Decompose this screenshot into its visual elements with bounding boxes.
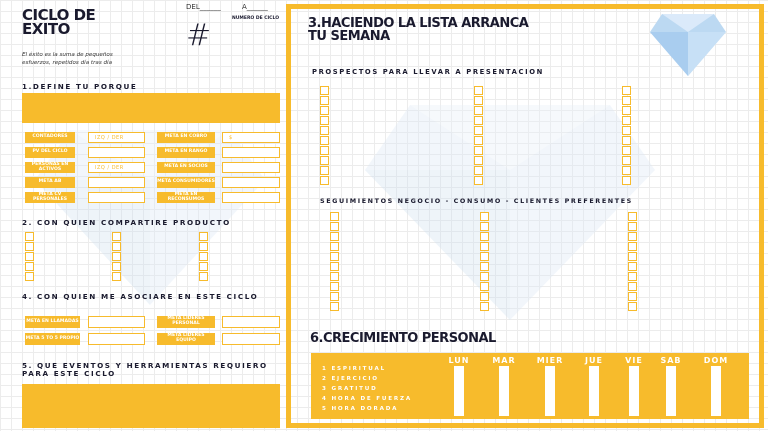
product-share-checkbox[interactable]: [112, 232, 121, 241]
habit-checkbox[interactable]: [454, 406, 464, 416]
prospects-label: PROSPECTOS PARA LLEVAR A PRESENTACION: [312, 68, 544, 76]
day-header: MIER: [536, 356, 564, 365]
habit-checkbox[interactable]: [499, 396, 509, 406]
product-share-checkbox[interactable]: [112, 262, 121, 271]
metric-input-meta-ab[interactable]: [88, 177, 145, 188]
followup-checkbox[interactable]: [330, 222, 339, 231]
prospect-checkbox[interactable]: [474, 116, 483, 125]
day-header: JUE: [585, 356, 603, 365]
followup-checkbox[interactable]: [330, 262, 339, 271]
habit-checkbox[interactable]: [666, 396, 676, 406]
followup-checkbox[interactable]: [330, 212, 339, 221]
habit-checkbox[interactable]: [666, 386, 676, 396]
product-share-checkbox[interactable]: [199, 272, 208, 281]
metric-label-meta-ab: META AB: [25, 177, 75, 188]
metric-label-contadores: CONTADORES: [25, 132, 75, 143]
habit-label: 3 GRATITUD: [322, 386, 378, 392]
followup-checkbox[interactable]: [628, 302, 637, 311]
habit-checkbox[interactable]: [666, 376, 676, 386]
title-line-1: CICLO DE: [22, 6, 96, 24]
metric-input-pv-ciclo[interactable]: [88, 147, 145, 158]
section4-title: 4. CON QUIEN ME ASOCIARE EN ESTE CICLO: [22, 292, 259, 301]
diamond-icon: [648, 10, 728, 80]
habit-checkbox[interactable]: [711, 406, 721, 416]
habit-checkbox[interactable]: [454, 376, 464, 386]
cycle-number-label: NUMERO DE CICLO: [232, 16, 280, 21]
followup-checkbox[interactable]: [628, 222, 637, 231]
prospect-checkbox[interactable]: [474, 126, 483, 135]
section2-title: 2. CON QUIEN COMPARTIRE PRODUCTO: [22, 218, 231, 227]
product-share-checkbox[interactable]: [112, 252, 121, 261]
prospect-checkbox[interactable]: [320, 146, 329, 155]
prospect-checkbox[interactable]: [622, 176, 631, 185]
followup-checkbox[interactable]: [330, 302, 339, 311]
habit-checkbox[interactable]: [454, 396, 464, 406]
metric-input-5to5[interactable]: [88, 333, 145, 345]
prospect-checkbox[interactable]: [474, 166, 483, 175]
prospect-checkbox[interactable]: [622, 156, 631, 165]
prospect-checkbox[interactable]: [474, 156, 483, 165]
metric-input-lideres-equipo[interactable]: [222, 333, 280, 345]
metric-label-cobro: META EN COBRO: [157, 132, 215, 143]
day-header: MAR: [492, 356, 516, 365]
habit-checkbox[interactable]: [629, 396, 639, 406]
followup-checkbox[interactable]: [330, 232, 339, 241]
product-share-checkbox[interactable]: [199, 242, 208, 251]
followup-checkbox[interactable]: [330, 252, 339, 261]
followup-checkbox[interactable]: [480, 302, 489, 311]
followup-checkbox[interactable]: [480, 212, 489, 221]
followup-checkbox[interactable]: [628, 262, 637, 271]
prospect-checkbox[interactable]: [474, 86, 483, 95]
metric-input-reconsumos[interactable]: [222, 192, 280, 203]
habit-checkbox[interactable]: [545, 386, 555, 396]
metric-label-llamadas: META EN LLAMADAS: [25, 316, 80, 328]
habit-checkbox[interactable]: [545, 396, 555, 406]
followup-checkbox[interactable]: [480, 222, 489, 231]
prospect-checkbox[interactable]: [320, 86, 329, 95]
product-share-checkbox[interactable]: [112, 242, 121, 251]
metric-label-rango: META EN RANGO: [157, 147, 215, 158]
metric-label-consumidores: META CONSUMIDORES: [157, 177, 215, 188]
prospect-checkbox[interactable]: [622, 96, 631, 105]
prospect-checkbox[interactable]: [320, 96, 329, 105]
metric-input-consumidores[interactable]: [222, 177, 280, 188]
followup-checkbox[interactable]: [480, 272, 489, 281]
day-header: SAB: [660, 356, 682, 365]
metric-input-activos[interactable]: IZQ / DER: [88, 162, 145, 173]
day-header: VIE: [625, 356, 643, 365]
product-share-checkbox[interactable]: [199, 232, 208, 241]
prospect-checkbox[interactable]: [622, 126, 631, 135]
habit-checkbox[interactable]: [499, 366, 509, 376]
followup-checkbox[interactable]: [330, 242, 339, 251]
followup-checkbox[interactable]: [628, 242, 637, 251]
followup-checkbox[interactable]: [628, 292, 637, 301]
date-to-label[interactable]: A______: [242, 3, 268, 11]
followups-label: SEGUIMIENTOS NEGOCIO - CONSUMO - CLIENTES PREFERENTES: [320, 197, 633, 205]
section1-title: 1.DEFINE TU PORQUE: [22, 82, 138, 91]
metric-input-lideres-personal[interactable]: [222, 316, 280, 328]
habit-checkbox[interactable]: [629, 376, 639, 386]
habit-checkbox[interactable]: [711, 376, 721, 386]
habit-label: 1 ESPIRITUAL: [322, 366, 386, 372]
followup-checkbox[interactable]: [628, 232, 637, 241]
habit-checkbox[interactable]: [589, 386, 599, 396]
habit-checkbox[interactable]: [545, 406, 555, 416]
prospect-checkbox[interactable]: [622, 136, 631, 145]
metric-input-cobro[interactable]: $: [222, 132, 280, 143]
followup-checkbox[interactable]: [628, 272, 637, 281]
followup-checkbox[interactable]: [480, 262, 489, 271]
habit-checkbox[interactable]: [711, 366, 721, 376]
habit-checkbox[interactable]: [499, 406, 509, 416]
cycle-number-hash[interactable]: #: [186, 18, 212, 53]
habit-checkbox[interactable]: [499, 386, 509, 396]
habit-checkbox[interactable]: [589, 406, 599, 416]
prospect-checkbox[interactable]: [622, 166, 631, 175]
habit-checkbox[interactable]: [666, 366, 676, 376]
followup-checkbox[interactable]: [628, 282, 637, 291]
prospect-checkbox[interactable]: [622, 86, 631, 95]
events-input-area[interactable]: [22, 384, 280, 428]
prospect-checkbox[interactable]: [320, 136, 329, 145]
prospect-checkbox[interactable]: [474, 146, 483, 155]
section3-title: [308, 17, 528, 43]
habit-checkbox[interactable]: [499, 376, 509, 386]
habit-checkbox[interactable]: [666, 406, 676, 416]
metric-label-socios: META EN SOCIOS: [157, 162, 215, 173]
prospect-checkbox[interactable]: [320, 126, 329, 135]
followup-checkbox[interactable]: [628, 252, 637, 261]
prospect-checkbox[interactable]: [622, 116, 631, 125]
prospect-checkbox[interactable]: [320, 106, 329, 115]
metric-input-cv-personales[interactable]: [88, 192, 145, 203]
prospect-checkbox[interactable]: [320, 156, 329, 165]
metric-label-5to5: META 5 TO 5 PROPIO: [25, 333, 80, 345]
habit-checkbox[interactable]: [589, 366, 599, 376]
prospect-checkbox[interactable]: [474, 176, 483, 185]
followup-checkbox[interactable]: [480, 252, 489, 261]
metric-label-lideres-equipo: META LIDERES EQUIPO: [157, 333, 215, 345]
followup-checkbox[interactable]: [480, 242, 489, 251]
metric-label-cv-personales: META CV PERSONALES: [25, 192, 75, 203]
habit-checkbox[interactable]: [454, 366, 464, 376]
followup-checkbox[interactable]: [330, 272, 339, 281]
metric-input-socios[interactable]: [222, 162, 280, 173]
habit-checkbox[interactable]: [711, 396, 721, 406]
followup-checkbox[interactable]: [480, 232, 489, 241]
product-share-checkbox[interactable]: [25, 232, 34, 241]
section3-title-line-2: TU SEMANA: [308, 29, 390, 44]
followup-checkbox[interactable]: [480, 292, 489, 301]
habit-label: 2 EJERCICIO: [322, 376, 379, 382]
title-line-2: EXITO: [22, 20, 70, 38]
metric-input-rango[interactable]: [222, 147, 280, 158]
habit-checkbox[interactable]: [629, 386, 639, 396]
prospect-checkbox[interactable]: [320, 166, 329, 175]
date-from-label[interactable]: DEL______: [186, 3, 221, 11]
followup-checkbox[interactable]: [330, 282, 339, 291]
habit-checkbox[interactable]: [589, 376, 599, 386]
day-header: DOM: [703, 356, 729, 365]
habit-checkbox[interactable]: [629, 366, 639, 376]
followup-checkbox[interactable]: [480, 282, 489, 291]
metric-label-reconsumos: META EN RECONSUMOS: [157, 192, 215, 203]
product-share-checkbox[interactable]: [25, 262, 34, 271]
habit-checkbox[interactable]: [454, 386, 464, 396]
prospect-checkbox[interactable]: [622, 106, 631, 115]
prospect-checkbox[interactable]: [320, 176, 329, 185]
prospect-checkbox[interactable]: [474, 96, 483, 105]
habit-checkbox[interactable]: [589, 396, 599, 406]
product-share-checkbox[interactable]: [25, 272, 34, 281]
habit-checkbox[interactable]: [545, 366, 555, 376]
section3-title-line-1: 3.HACIENDO LA LISTA ARRANCA: [308, 16, 529, 31]
prospect-checkbox[interactable]: [320, 116, 329, 125]
metric-label-activos: PERSONAS EN ACTIVOS: [25, 162, 75, 173]
product-share-checkbox[interactable]: [112, 272, 121, 281]
habit-label: 4 HORA DE FUERZA: [322, 396, 412, 402]
day-header: LUN: [448, 356, 470, 365]
product-share-checkbox[interactable]: [25, 242, 34, 251]
habit-label: 5 HORA DORADA: [322, 406, 399, 412]
product-share-checkbox[interactable]: [199, 252, 208, 261]
metric-input-contadores[interactable]: IZQ / DER: [88, 132, 145, 143]
metric-label-pv-ciclo: PV DEL CICLO: [25, 147, 75, 158]
prospect-checkbox[interactable]: [474, 136, 483, 145]
prospect-checkbox[interactable]: [622, 146, 631, 155]
followup-checkbox[interactable]: [330, 292, 339, 301]
metric-input-llamadas[interactable]: [88, 316, 145, 328]
metric-label-lideres-personal: META LIDERES PERSONAL: [157, 316, 215, 328]
product-share-checkbox[interactable]: [25, 252, 34, 261]
why-input-area[interactable]: [22, 93, 280, 123]
habit-checkbox[interactable]: [545, 376, 555, 386]
quote: El éxito es la suma de pequeños esfuerzos, repetidos día tras día: [22, 52, 113, 66]
page-title: [22, 8, 95, 36]
section6-title: 6.CRECIMIENTO PERSONAL: [310, 331, 496, 346]
prospect-checkbox[interactable]: [474, 106, 483, 115]
followup-checkbox[interactable]: [628, 212, 637, 221]
section5-title: 5. QUE EVENTOS Y HERRAMIENTAS REQUIERO PARA ESTE CICLO: [22, 361, 268, 378]
habit-checkbox[interactable]: [711, 386, 721, 396]
product-share-checkbox[interactable]: [199, 262, 208, 271]
habit-checkbox[interactable]: [629, 406, 639, 416]
